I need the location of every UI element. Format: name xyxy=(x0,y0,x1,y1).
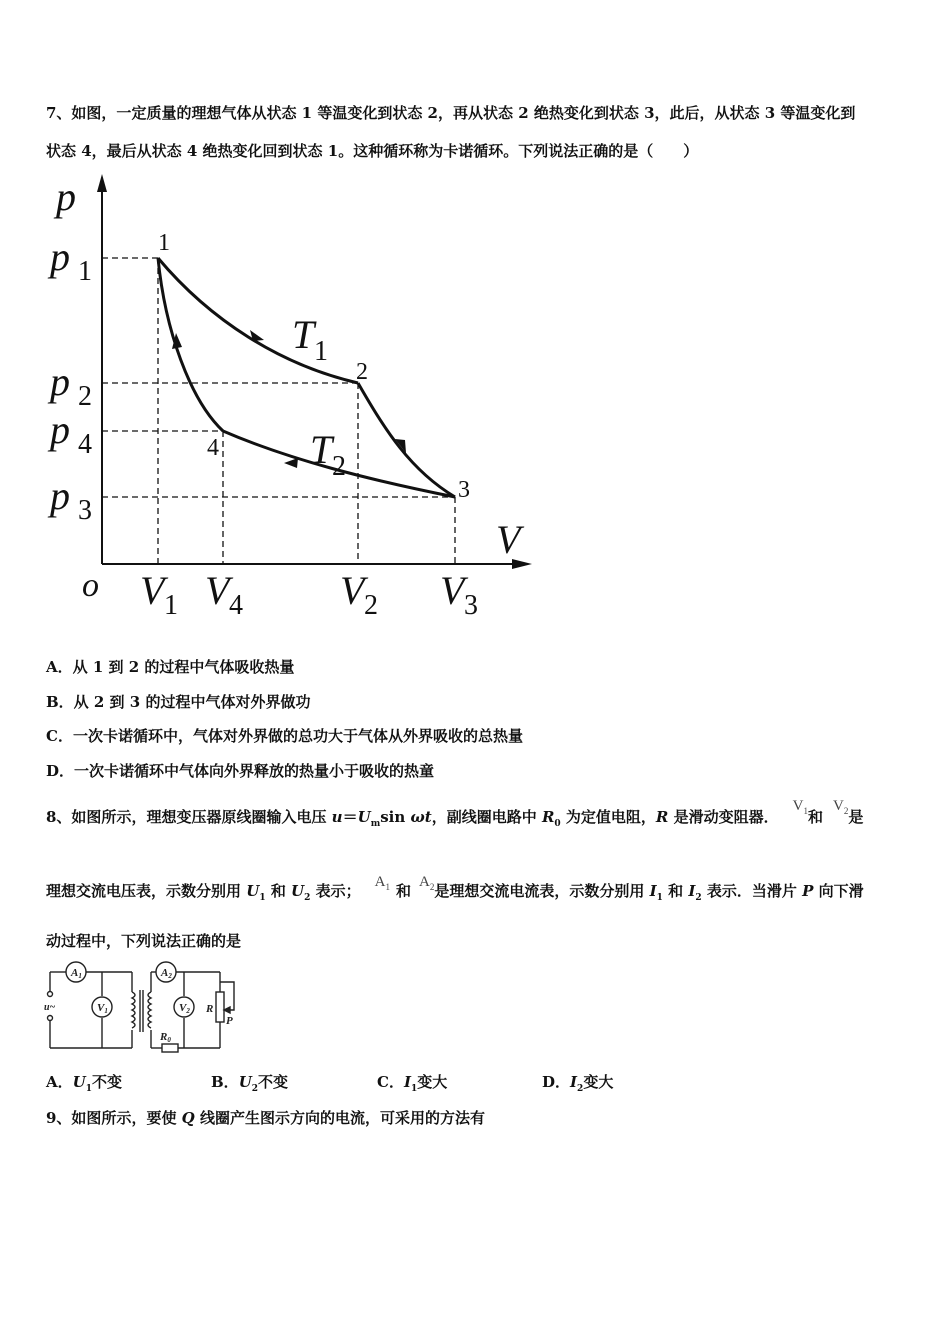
v1-subscript: 1 xyxy=(164,590,178,621)
t2-label: T xyxy=(310,427,333,472)
secondary-coil xyxy=(148,992,151,1028)
p2-label: p xyxy=(50,359,70,404)
q7-stem-line-2: 状态 4，最后从状态 4 绝热变化回到状态 1。这种循环称为卡诺循环。下列说法正确的是（ ） xyxy=(46,142,699,160)
voltmeter-v1-symbol: $V_1$ xyxy=(792,798,808,816)
primary-coil xyxy=(132,992,135,1028)
a1-text: A1 xyxy=(71,967,82,980)
q8-stem-line-1: 8、如图所示，理想变压器原线圈输入电压 $u=U_m\sin$ ωt，副线圈电路中 $R_0$ 为定值电阻，R 是滑动变阻器．$V_1$和$V_2$是 xyxy=(46,798,864,829)
isotherm-t1-curve xyxy=(158,258,358,383)
q7-stem-line-1: 7、如图，一定质量的理想气体从状态 1 等温变化到状态 2，再从状态 2 绝热变化到状态 3，此后，从状态 3 等温变化到 xyxy=(46,104,856,122)
v2-label: V xyxy=(340,568,365,613)
p1-label: p xyxy=(50,234,70,279)
state-4-label: 4 xyxy=(207,435,219,461)
p-axis-arrow xyxy=(97,174,107,192)
t1-label: T xyxy=(292,312,315,357)
v1-label: V xyxy=(140,568,165,613)
p-axis-label: p xyxy=(56,174,76,219)
transformer-circuit xyxy=(44,958,249,1054)
p3-subscript: 3 xyxy=(78,495,92,526)
v4-subscript: 4 xyxy=(229,590,243,621)
p2-subscript: 2 xyxy=(78,381,92,412)
voltmeter-v2-symbol: $V_2$ xyxy=(832,798,849,816)
q7-option-c: C．一次卡诺循环中，气体对外界做的总功大于气体从外界吸收的总热量 xyxy=(46,727,523,745)
p4-label: p xyxy=(50,407,70,452)
t2-subscript: 2 xyxy=(332,451,346,482)
rheostat-slider-wire xyxy=(220,982,234,1010)
source-terminal-bottom xyxy=(48,1016,53,1021)
q8-stem-line-2: 理想交流电压表，示数分别用 $U_1$ 和 $U_2$ 表示； $A_1$ 和 $A_2$是理想交流电流表，示数分别用 $I_1$ 和 $I_2$ 表示．当滑片 P 向下滑 xyxy=(46,874,864,903)
resistor-r0-body xyxy=(162,1044,178,1052)
q8-option-d: D．$I_2$变大 xyxy=(542,1073,614,1094)
v3-subscript: 3 xyxy=(464,590,478,621)
q8-stem-line-3: 动过程中，下列说法正确的是 xyxy=(46,932,242,950)
ammeter-a2-symbol: $A_2$ xyxy=(419,874,435,892)
q7-option-b: B．从 2 到 3 的过程中气体对外界做功 xyxy=(46,693,311,711)
arrow-3-4 xyxy=(284,458,298,468)
state-1-label: 1 xyxy=(158,230,170,256)
v-axis-label: V xyxy=(496,517,521,562)
q9-stem: 9、如图所示，要使 Q 线圈产生图示方向的电流，可采用的方法有 xyxy=(46,1109,485,1127)
p3-label: p xyxy=(50,473,70,518)
r0-text: R0 xyxy=(160,1031,171,1044)
q8-option-a: A．$U_1$不变 xyxy=(46,1073,123,1094)
p1-subscript: 1 xyxy=(78,256,92,287)
q8-option-b: B．$U_2$不变 xyxy=(211,1073,289,1094)
rheostat-body xyxy=(216,992,224,1022)
rheostat-slider-arrow xyxy=(224,1007,230,1013)
v3-label: V xyxy=(440,568,465,613)
t1-subscript: 1 xyxy=(314,336,328,367)
origin-label: o xyxy=(82,567,99,604)
rheostat-r-text: R xyxy=(206,1003,214,1015)
v4-label: V xyxy=(205,568,230,613)
source-u-text: u~ xyxy=(44,1002,56,1013)
adiabat-4-1-curve xyxy=(158,258,223,431)
ammeter-a1-symbol: $A_1$ xyxy=(374,874,390,892)
v2-subscript: 2 xyxy=(364,590,378,621)
source-terminal-top xyxy=(48,992,53,997)
p4-subscript: 4 xyxy=(78,429,92,460)
a2-text: A2 xyxy=(161,967,172,980)
v1-text: V1 xyxy=(97,1002,108,1015)
slider-p-text: P xyxy=(226,1015,233,1027)
q8-option-c: C．$I_1$变大 xyxy=(377,1073,448,1094)
state-2-label: 2 xyxy=(356,359,368,385)
pv-diagram xyxy=(40,170,540,630)
v2-text: V2 xyxy=(179,1002,190,1015)
q7-option-a: A．从 1 到 2 的过程中气体吸收热量 xyxy=(46,658,295,676)
q7-option-d: D．一次卡诺循环中气体向外界释放的热量小于吸收的热童 xyxy=(46,762,435,780)
state-3-label: 3 xyxy=(458,477,470,503)
